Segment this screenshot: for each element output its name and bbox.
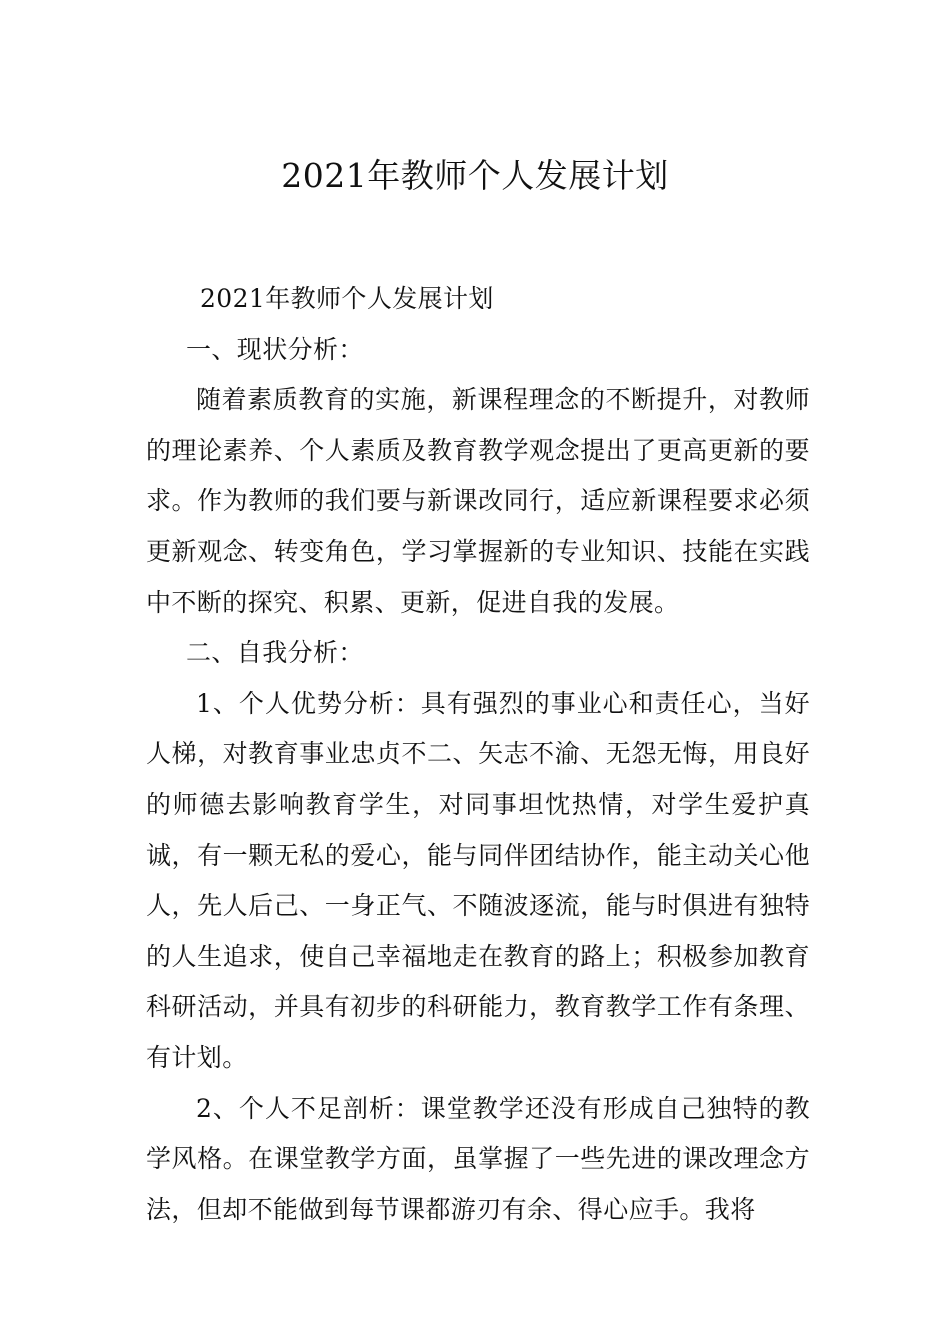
section-heading-self-analysis: 二、自我分析： xyxy=(186,638,364,668)
paragraph-status-analysis: 随着素质教育的实施，新课程理念的不断提升，对教师的理论素养、个人素质及教育教学观念提出了更高更新的要求。作为教师的我们要与新课改同行，适应新课程要求必须更新观念、转变角色，学习掌握新的专业知识、技能在实践中不断的探究、积累、更新，促进自我的发展。 xyxy=(146,385,810,617)
paragraph-strengths: 1、个人优势分析：具有强烈的事业心和责任心，当好人梯，对教育事业忠贞不二、矢志不渝、无怨无悔，用良好的师德去影响教育学生，对同事坦忱热情，对学生爱护真诚，有一颗无私的爱心，能与同伴团结协作，能主动关心他人，先人后己、一身正气、不随波逐流，能与时俱进有独特的人生追求，使自己幸福地走在教育的路上；积极参加教育科研活动，并具有初步的科研能力，教育教学工作有条理、有计划。 xyxy=(146,688,810,1072)
document-body xyxy=(146,274,810,1235)
section-heading-status-analysis: 一、现状分析： xyxy=(186,334,364,364)
document-subtitle: 2021年教师个人发展计划 xyxy=(200,284,494,313)
paragraph-weaknesses: 2、个人不足剖析：课堂教学还没有形成自己独特的教学风格。在课堂教学方面，虽掌握了一些先进的课改理念方法，但却不能做到每节课都游刃有余、得心应手。我将 xyxy=(146,1093,810,1224)
document-title: 2021年教师个人发展计划 xyxy=(281,156,669,196)
